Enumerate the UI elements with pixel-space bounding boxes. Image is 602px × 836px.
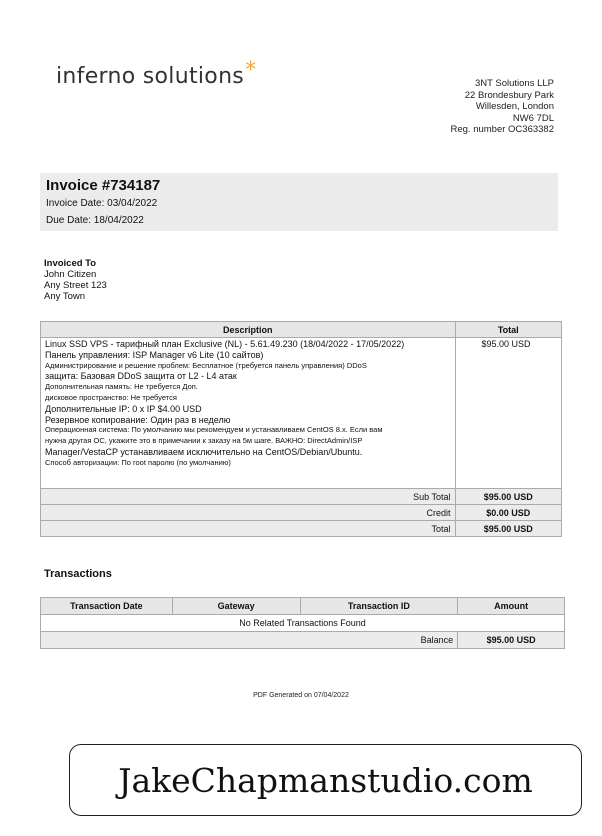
credit-row xyxy=(41,505,562,521)
company-postcode: NW6 7DL xyxy=(512,112,554,124)
transaction-date-header: Transaction Date xyxy=(41,598,173,615)
items-header-row xyxy=(41,322,562,338)
company-reg-number: Reg. number OC363382 xyxy=(450,124,554,135)
watermark-text: JakeChapmanstudio.com xyxy=(118,760,533,800)
no-transactions-message: No Related Transactions Found xyxy=(41,615,565,632)
transactions-header-row xyxy=(41,598,565,615)
brand-name: inferno solutions xyxy=(56,64,245,89)
watermark-banner xyxy=(69,744,582,816)
due-date: Due Date: 18/04/2022 xyxy=(46,215,144,226)
invoice-title: Invoice #734187 xyxy=(46,177,161,194)
item-description xyxy=(41,338,456,489)
balance-value: $95.00 USD xyxy=(458,632,565,649)
gateway-header: Gateway xyxy=(172,598,300,615)
total-row xyxy=(41,521,562,537)
no-transactions-row xyxy=(41,615,565,632)
company-area: Willesden, London xyxy=(475,101,554,112)
item-amount: $95.00 USD xyxy=(455,338,562,489)
company-address xyxy=(450,78,554,136)
balance-row xyxy=(41,632,565,649)
amount-header: Amount xyxy=(458,598,565,615)
item-line: Дополнительные IP: 0 x IP $4.00 USD xyxy=(45,403,202,414)
subtotal-value: $95.00 USD xyxy=(455,489,562,505)
invoiced-to-label: Invoiced To xyxy=(44,258,97,269)
transactions-table xyxy=(40,597,565,649)
client-name: John Citizen xyxy=(44,269,97,280)
item-line: Linux SSD VPS - тарифный план Exclusive (NL) - 5.61.49.230 (18/04/2022 - 17/05/2022) xyxy=(45,339,405,349)
credit-value: $0.00 USD xyxy=(455,505,562,521)
company-name: 3NT Solutions LLP xyxy=(474,78,554,89)
credit-label: Credit xyxy=(41,505,456,521)
subtotal-label: Sub Total xyxy=(41,489,456,505)
company-street: 22 Brondesbury Park xyxy=(464,89,554,101)
client-street: Any Street 123 xyxy=(44,280,107,291)
brand-logo xyxy=(56,58,257,89)
total-label: Total xyxy=(41,521,456,537)
item-line: Панель управления: ISP Manager v6 Lite (10 сайтов) xyxy=(45,349,264,360)
item-line: защита: Базовая DDoS защита от L2 - L4 атак xyxy=(45,371,237,382)
item-line: Резервное копирование: Один раз в неделю xyxy=(45,414,231,425)
item-line: дисковое пространство: Не требуется xyxy=(45,392,177,402)
invoiced-to xyxy=(44,258,107,302)
client-town: Any Town xyxy=(44,291,86,302)
brand-star: * xyxy=(245,58,257,83)
item-row xyxy=(41,338,562,489)
item-line: Дополнительная память: Не требуется Доп. xyxy=(45,382,198,392)
subtotal-row xyxy=(41,489,562,505)
total-value: $95.00 USD xyxy=(455,521,562,537)
items-table xyxy=(40,321,562,537)
pdf-generated-note: PDF Generated on 07/04/2022 xyxy=(253,692,349,699)
invoice-date: Invoice Date: 03/04/2022 xyxy=(46,198,158,209)
total-header: Total xyxy=(455,322,562,338)
item-line: Операционная система: По умолчанию мы рекомендуем и устанавливаем CentOS 8.x. Если вам xyxy=(45,425,383,435)
item-line: Способ авторизации: По root паролю (по умолчанию) xyxy=(45,457,231,467)
description-header: Description xyxy=(41,322,456,338)
invoice-header xyxy=(40,173,558,231)
item-line: Manager/VestaCP устанавливаем исключительно на CentOS/Debian/Ubuntu. xyxy=(45,446,363,457)
item-line: Администрирование и решение проблем: Бесплатное (требуется панель управления) DDoS xyxy=(45,360,367,370)
balance-label: Balance xyxy=(41,632,458,649)
item-line: нужна другая ОС, укажите это в примечании к заказу на 5м шаге. ВАЖНО: DirectAdmin/ISP xyxy=(45,436,363,446)
transaction-id-header: Transaction ID xyxy=(300,598,458,615)
transactions-title: Transactions xyxy=(44,568,112,580)
